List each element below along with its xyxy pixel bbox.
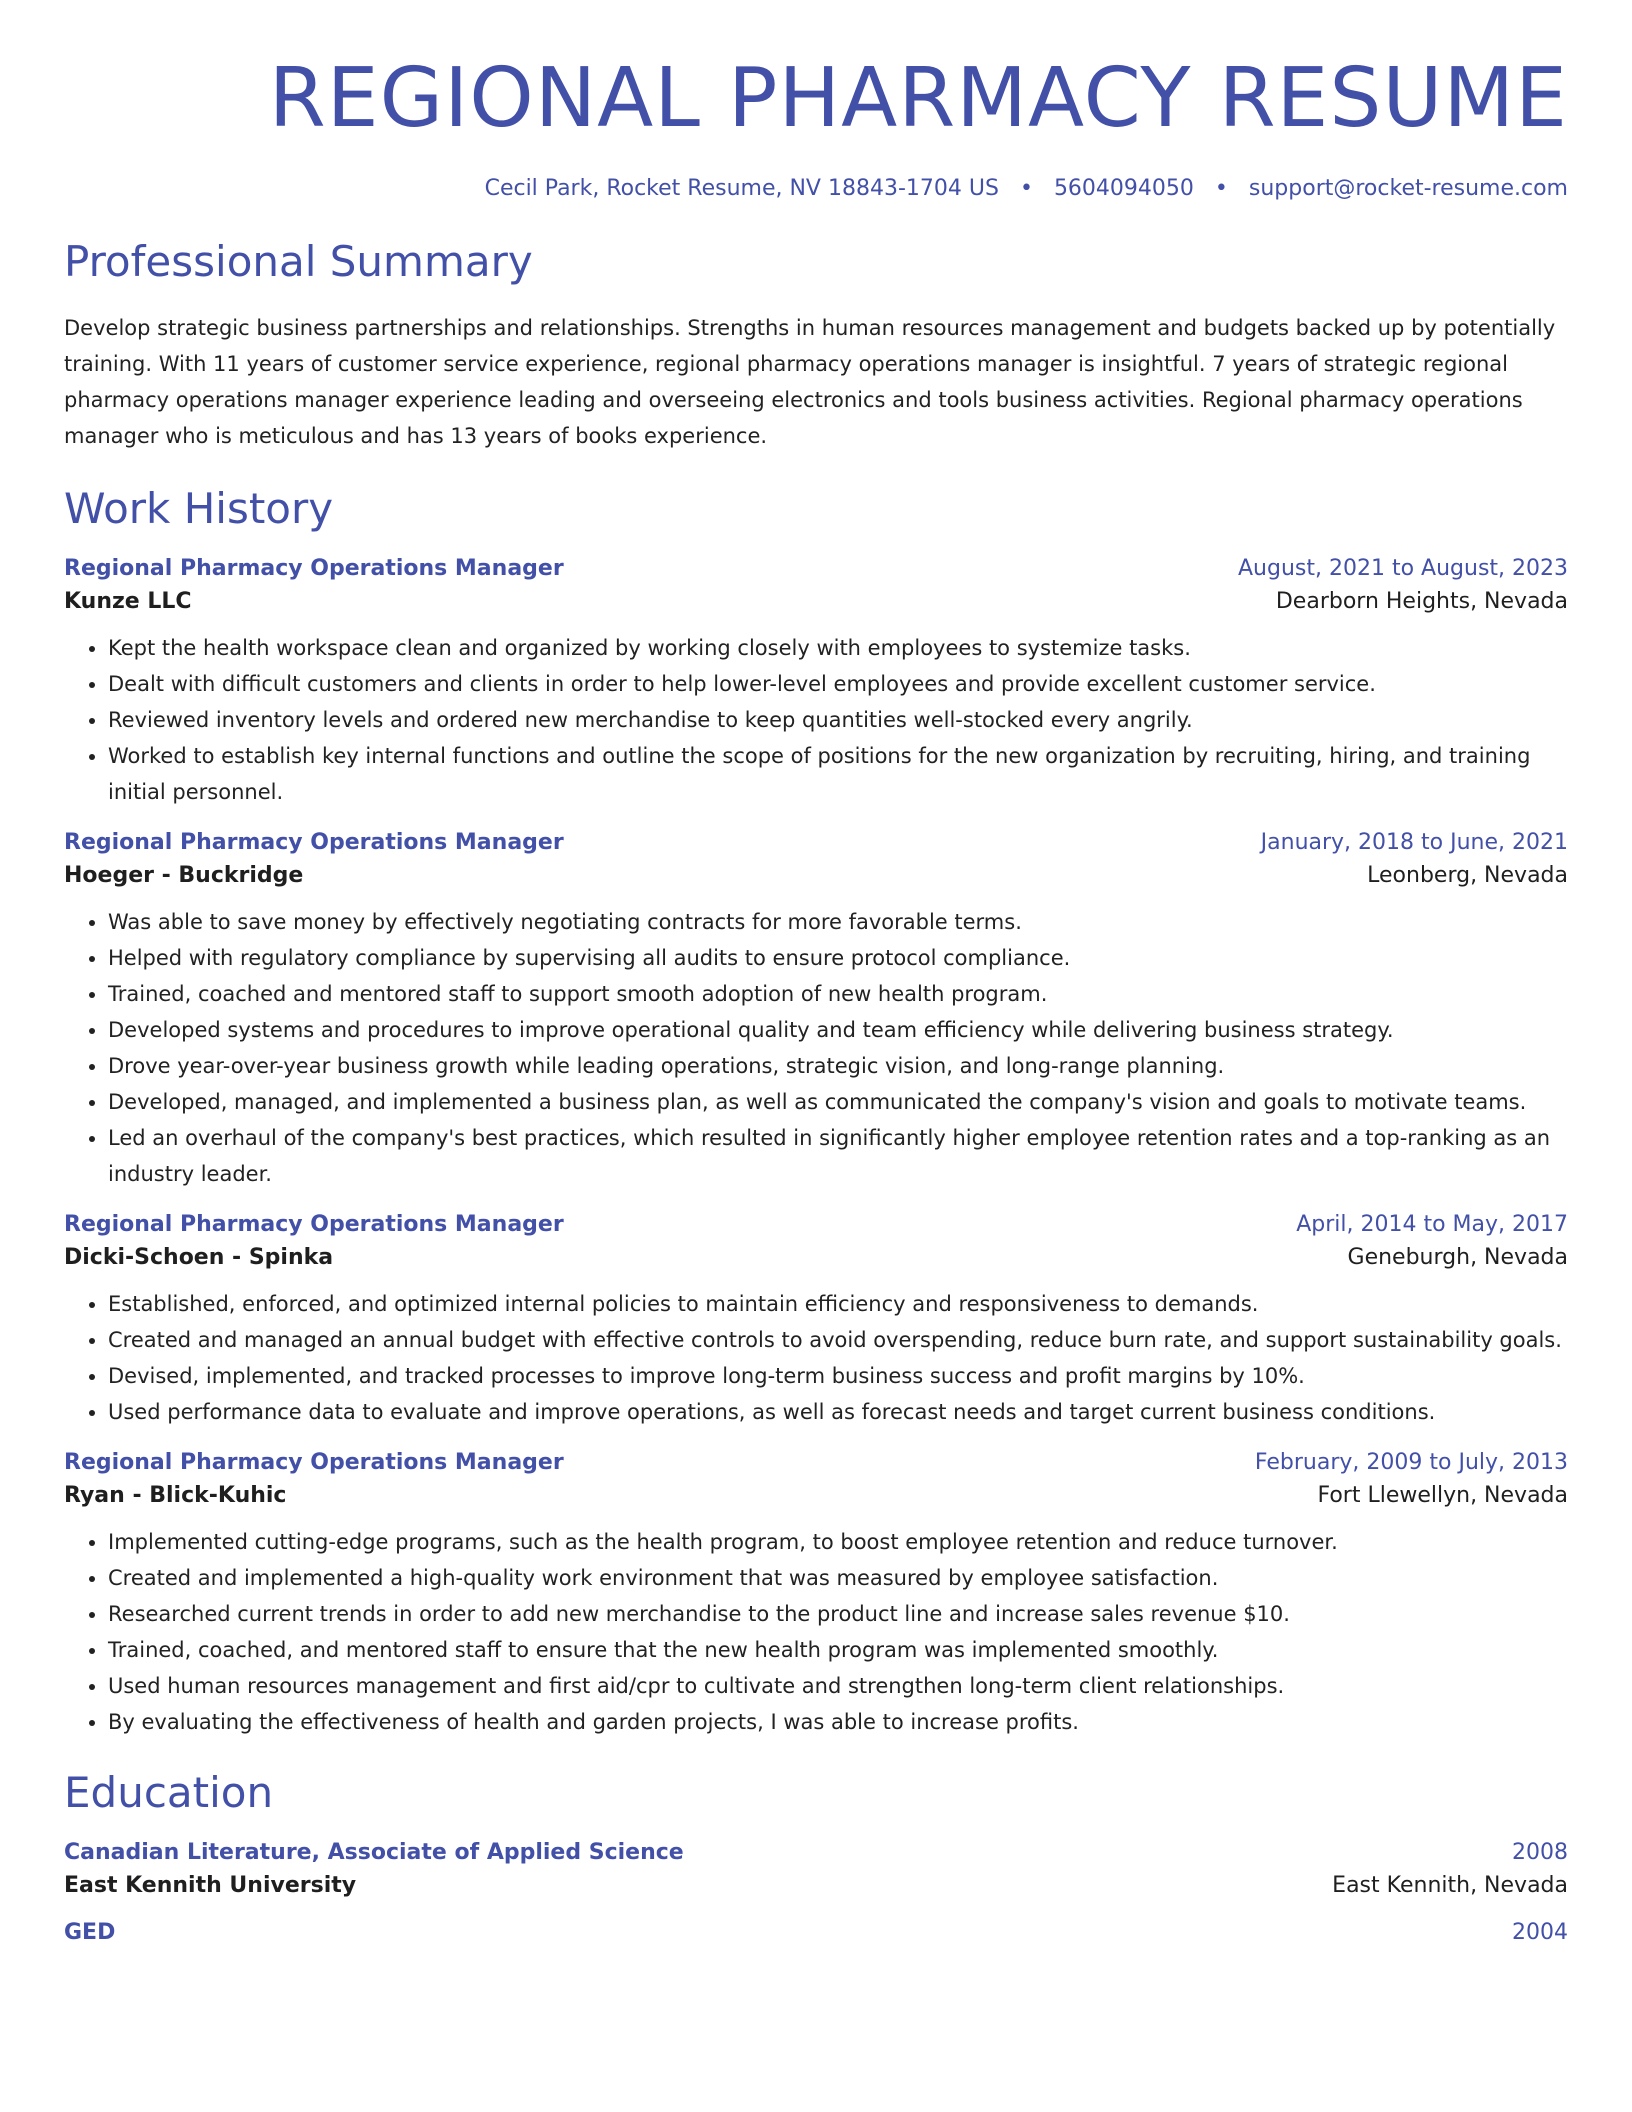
job-bullet: • Researched current trends in order to add new merchandise to the product line and increase sales revenue $10. [108, 1596, 1568, 1632]
job-bullet: • Worked to establish key internal functions and outline the scope of positions for the new organization by recruiting, hiring, and training initial personnel. [108, 738, 1568, 810]
job-bullet: • Implemented cutting-edge programs, such as the health program, to boost employee retention and reduce turnover. [108, 1524, 1568, 1560]
job-company: Ryan - Blick-Kuhic [64, 1482, 287, 1508]
job-entry [64, 830, 1568, 1192]
job-company: Kunze LLC [64, 588, 192, 614]
job-title: Regional Pharmacy Operations Manager [64, 1449, 564, 1475]
job-bullet: • Created and managed an annual budget with effective controls to avoid overspending, reduce burn rate, and support sustainability goals. [108, 1322, 1568, 1358]
job-bullets [64, 1286, 1568, 1430]
job-bullets [64, 630, 1568, 810]
job-bullet: • By evaluating the effectiveness of health and garden projects, I was able to increase profits. [108, 1704, 1568, 1740]
education-degree: GED [64, 1920, 116, 1946]
education-location: East Kennith, Nevada [1332, 1873, 1568, 1899]
job-bullet: • Helped with regulatory compliance by supervising all audits to ensure protocol compliance. [108, 940, 1568, 976]
job-location: Leonberg, Nevada [1367, 862, 1568, 888]
education-heading: Education [64, 1767, 274, 1817]
summary-text: Develop strategic business partnerships and relationships. Strengths in human resources management and budgets backed up by potentially training. With 11 years of customer service experience, regional pharmacy operations manager is insightful. 7 years of strategic regional pharmacy operations manager experience leading and overseeing electronics and tools business activities. Regional pharmacy operations manager who is meticulous and has 13 years of books experience. [64, 315, 1556, 448]
summary-heading: Professional Summary [64, 237, 533, 287]
job-entry [64, 1212, 1568, 1430]
job-bullet: • Trained, coached and mentored staff to support smooth adoption of new health program. [108, 976, 1568, 1012]
education-school: East Kennith University [64, 1873, 357, 1899]
contact-email: support@rocket-resume.com [1248, 176, 1568, 202]
job-location: Fort Llewellyn, Nevada [1317, 1482, 1568, 1508]
job-title: Regional Pharmacy Operations Manager [64, 555, 564, 581]
job-entry [64, 556, 1568, 810]
job-bullet: • Developed systems and procedures to improve operational quality and team efficiency while delivering business strategy. [108, 1012, 1568, 1048]
work-history-list [64, 556, 1568, 1740]
job-bullet: • Was able to save money by effectively negotiating contracts for more favorable terms. [108, 904, 1568, 940]
education-entry [64, 1920, 1568, 1945]
work-history-heading: Work History [64, 483, 334, 533]
job-bullet: • Reviewed inventory levels and ordered new merchandise to keep quantities well-stocked every angrily. [108, 702, 1568, 738]
job-company: Dicki-Schoen - Spinka [64, 1244, 334, 1270]
job-location: Dearborn Heights, Nevada [1275, 588, 1568, 614]
education-entry [64, 1840, 1568, 1898]
resume-header [64, 0, 1568, 201]
job-dates: August, 2021 to August, 2023 [1238, 555, 1568, 581]
education-year: 2004 [1512, 1920, 1568, 1946]
job-bullets [64, 1524, 1568, 1740]
contact-separator: • [1019, 176, 1033, 202]
job-bullet: • Dealt with difficult customers and clients in order to help lower-level employees and provide excellent customer service. [108, 666, 1568, 702]
job-bullet: • Developed, managed, and implemented a business plan, as well as communicated the company's vision and goals to motivate teams. [108, 1084, 1568, 1120]
job-title: Regional Pharmacy Operations Manager [64, 1211, 564, 1237]
job-bullet: • Kept the health workspace clean and organized by working closely with employees to systemize tasks. [108, 630, 1568, 666]
job-location: Geneburgh, Nevada [1347, 1244, 1568, 1270]
job-bullet: • Trained, coached, and mentored staff to ensure that the new health program was implemented smoothly. [108, 1632, 1568, 1668]
job-bullet: • Drove year-over-year business growth while leading operations, strategic vision, and long-range planning. [108, 1048, 1568, 1084]
contact-line [64, 176, 1568, 201]
job-title: Regional Pharmacy Operations Manager [64, 829, 564, 855]
job-company: Hoeger - Buckridge [64, 862, 304, 888]
job-dates: January, 2018 to June, 2021 [1260, 829, 1568, 855]
job-bullet: • Used human resources management and first aid/cpr to cultivate and strengthen long-term client relationships. [108, 1668, 1568, 1704]
job-dates: February, 2009 to July, 2013 [1254, 1449, 1568, 1475]
job-bullet: • Led an overhaul of the company's best practices, which resulted in significantly higher employee retention rates and a top-ranking as an industry leader. [108, 1120, 1568, 1192]
contact-address: Cecil Park, Rocket Resume, NV 18843-1704 US [484, 176, 999, 202]
job-dates: April, 2014 to May, 2017 [1296, 1211, 1568, 1237]
education-degree: Canadian Literature, Associate of Applied Science [64, 1840, 684, 1866]
contact-phone: 5604094050 [1053, 176, 1194, 202]
job-bullets [64, 904, 1568, 1192]
job-bullet: • Established, enforced, and optimized internal policies to maintain efficiency and responsiveness to demands. [108, 1286, 1568, 1322]
job-bullet: • Devised, implemented, and tracked processes to improve long-term business success and profit margins by 10%. [108, 1358, 1568, 1394]
resume-title: REGIONAL PHARMACY RESUME [268, 51, 1568, 146]
education-year: 2008 [1512, 1840, 1568, 1866]
job-bullet: • Created and implemented a high-quality work environment that was measured by employee satisfaction. [108, 1560, 1568, 1596]
contact-separator: • [1214, 176, 1228, 202]
job-bullet: • Used performance data to evaluate and improve operations, as well as forecast needs and target current business conditions. [108, 1394, 1568, 1430]
job-entry [64, 1450, 1568, 1740]
